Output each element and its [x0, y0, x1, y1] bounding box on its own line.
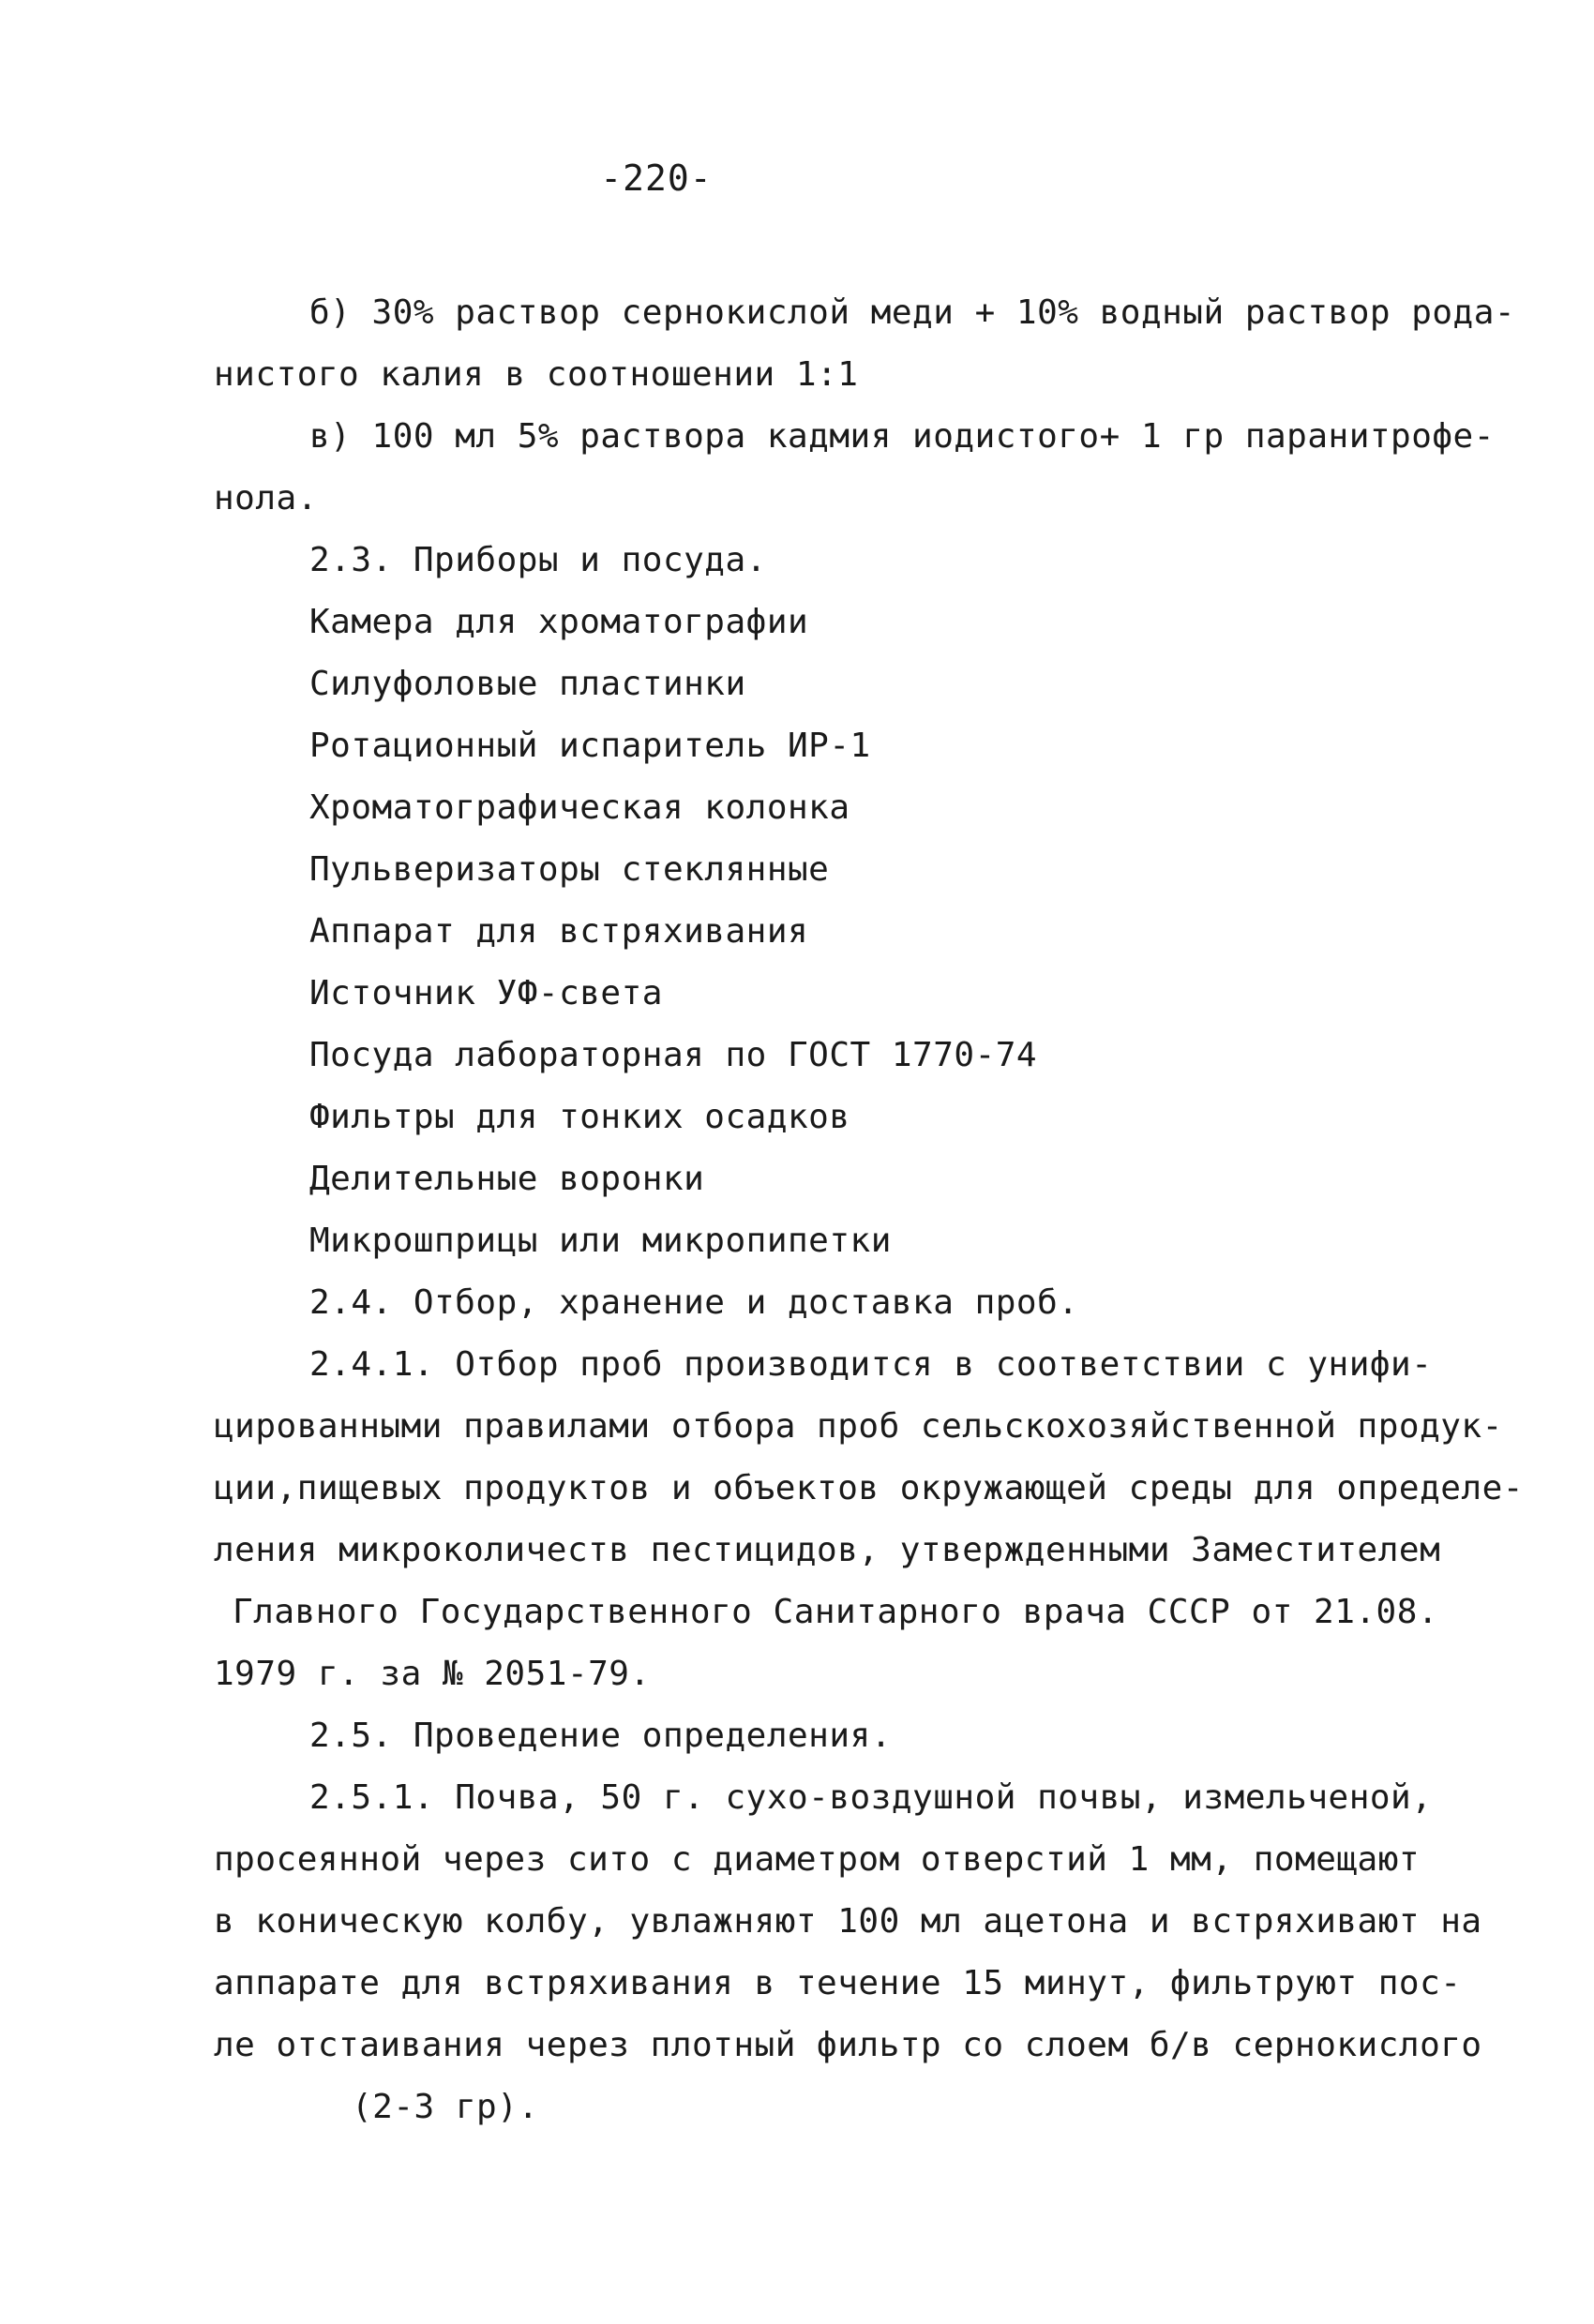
- list-item: Делительные воронки: [309, 1160, 705, 1198]
- text-line: нистого калия в соотношении 1:1: [214, 355, 859, 394]
- section-heading: 2.4. Отбор, хранение и доставка проб.: [309, 1283, 1079, 1322]
- text-line: ле отстаивания через плотный фильтр со слоем б/в сернокислого: [214, 2026, 1482, 2064]
- text-line: в) 100 мл 5% раствора кадмия иодистого+ 1 гр паранитрофе-: [309, 417, 1495, 456]
- list-item: Микрошприцы или микропипетки: [309, 1222, 892, 1260]
- list-item: Пульверизаторы стеклянные: [309, 850, 830, 889]
- section-heading: 2.3. Приборы и посуда.: [309, 541, 767, 579]
- text-line: 1979 г. за № 2051-79.: [214, 1655, 651, 1693]
- list-item: Фильтры для тонких осадков: [309, 1098, 850, 1136]
- list-item: Посуда лабораторная по ГОСТ 1770-74: [309, 1036, 1038, 1074]
- text-line: ления микроколичеств пестицидов, утвержденными Заместителем: [214, 1531, 1441, 1569]
- list-item: Камера для хроматографии: [309, 603, 809, 641]
- text-line: цированными правилами отбора проб сельскохозяйственной продук-: [214, 1407, 1503, 1446]
- text-line: в коническую колбу, увлажняют 100 мл ацетона и встряхивают на: [214, 1902, 1482, 1941]
- text-line: 2.4.1. Отбор проб производится в соответствии с унифи-: [309, 1345, 1433, 1384]
- list-item: Ротационный испаритель ИР-1: [309, 727, 871, 765]
- text-line: ции,пищевых продуктов и объектов окружающей среды для определе-: [214, 1469, 1524, 1507]
- text-line: (2-3 гр).: [352, 2088, 539, 2126]
- list-item: Аппарат для встряхивания: [309, 912, 809, 951]
- list-item: Хроматографическая колонка: [309, 788, 850, 827]
- page-number: -220-: [600, 157, 713, 199]
- section-heading: 2.5. Проведение определения.: [309, 1717, 892, 1755]
- text-line: 2.5.1. Почва, 50 г. сухо-воздушной почвы, измельченой,: [309, 1778, 1433, 1817]
- text-line: б) 30% раствор сернокислой меди + 10% водный раствор рода-: [309, 293, 1516, 332]
- text-line: Главного Государственного Санитарного врача СССР от 21.08.: [233, 1593, 1439, 1631]
- list-item: Источник УФ-света: [309, 974, 663, 1012]
- list-item: Силуфоловые пластинки: [309, 665, 746, 703]
- text-line: просеянной через сито с диаметром отверстий 1 мм, помещают: [214, 1840, 1421, 1879]
- text-line: нола.: [214, 479, 318, 517]
- text-line: аппарате для встряхивания в течение 15 минут, фильтруют пос-: [214, 1964, 1462, 2002]
